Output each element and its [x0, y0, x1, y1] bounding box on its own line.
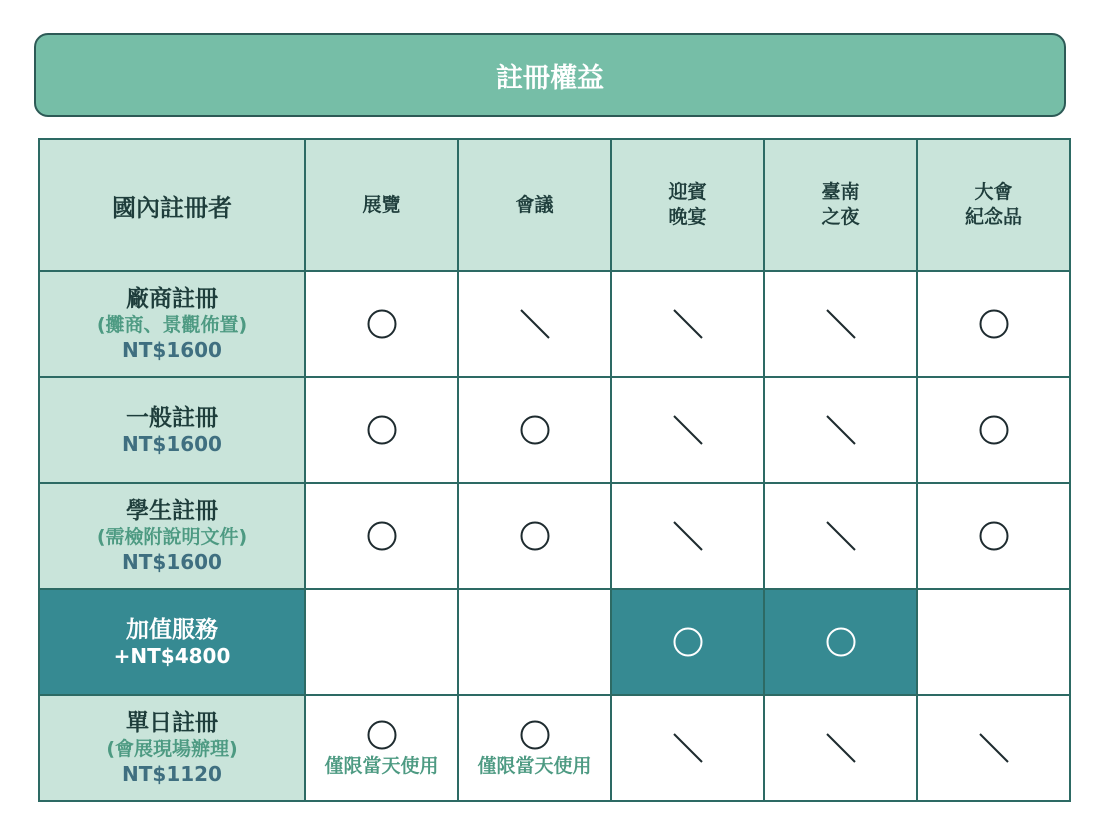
table-cell — [458, 483, 611, 589]
header-col-label: 大會 — [974, 181, 1013, 203]
table-cell — [764, 589, 917, 695]
table-row — [39, 589, 1070, 695]
circle-mark-icon — [977, 413, 1011, 447]
circle-mark-icon — [365, 718, 399, 752]
header-col-label-line2: 紀念品 — [964, 206, 1022, 228]
table-cell — [611, 695, 764, 801]
cross-mark-icon — [671, 731, 705, 765]
header-col-label-line2: 晚宴 — [668, 206, 707, 228]
row-header-cell — [39, 271, 305, 377]
table-cell — [611, 589, 764, 695]
table-cell — [917, 695, 1070, 801]
row-price: NT$1600 — [122, 550, 222, 574]
circle-mark-icon — [365, 413, 399, 447]
table-cell — [611, 271, 764, 377]
row-price: NT$1600 — [122, 431, 222, 456]
header-col-label: 迎賓 — [668, 181, 707, 203]
row-note: (需檢附說明文件) — [96, 526, 248, 548]
header-corner-label: 國內註冊者 — [112, 193, 232, 222]
row-note: (會展現場辦理) — [106, 738, 238, 760]
circle-mark-icon — [671, 625, 705, 659]
cross-mark-icon — [671, 413, 705, 447]
row-header-cell — [39, 483, 305, 589]
table-cell — [764, 695, 917, 801]
table-row — [39, 695, 1070, 801]
table-row — [39, 377, 1070, 483]
circle-mark-icon — [824, 625, 858, 659]
row-title: 廠商註冊 — [126, 286, 218, 312]
header-row — [39, 139, 1070, 271]
row-header-cell — [39, 589, 305, 695]
table-cell — [611, 483, 764, 589]
row-title: 加值服務 — [126, 616, 218, 643]
cross-mark-icon — [824, 413, 858, 447]
table-cell — [305, 589, 458, 695]
row-header-cell — [39, 377, 305, 483]
header-col-label: 會議 — [515, 193, 554, 216]
table-cell — [458, 695, 611, 801]
cross-mark-icon — [671, 519, 705, 553]
page-title: 註冊權益 — [496, 62, 604, 94]
header-col-exhibition — [305, 139, 458, 271]
row-note: (攤商、景觀佈置) — [96, 314, 248, 336]
table-cell — [917, 271, 1070, 377]
table-cell — [764, 271, 917, 377]
row-price: NT$1120 — [122, 762, 222, 786]
table-cell — [917, 589, 1070, 695]
row-header-cell — [39, 695, 305, 801]
table-cell — [764, 483, 917, 589]
table-cell — [917, 377, 1070, 483]
circle-mark-icon — [977, 307, 1011, 341]
table-cell — [305, 483, 458, 589]
table-row — [39, 483, 1070, 589]
header-col-label: 展覽 — [362, 193, 401, 216]
header-col-welcome-dinner — [611, 139, 764, 271]
benefits-table — [38, 138, 1071, 802]
circle-mark-icon — [518, 718, 552, 752]
circle-mark-icon — [365, 519, 399, 553]
cross-mark-icon — [824, 519, 858, 553]
header-col-label: 臺南 — [821, 181, 860, 203]
table-row — [39, 271, 1070, 377]
title-banner — [34, 33, 1066, 117]
cross-mark-icon — [824, 307, 858, 341]
row-title: 一般註冊 — [126, 404, 218, 431]
header-col-label-line2: 之夜 — [821, 206, 860, 228]
row-title: 單日註冊 — [126, 710, 218, 736]
cell-note: 僅限當天使用 — [477, 755, 592, 777]
table-cell — [764, 377, 917, 483]
header-corner-cell — [39, 139, 305, 271]
cell-note: 僅限當天使用 — [324, 755, 439, 777]
table-cell — [305, 377, 458, 483]
table-cell — [458, 377, 611, 483]
header-col-conference — [458, 139, 611, 271]
table-cell — [458, 271, 611, 377]
circle-mark-icon — [977, 519, 1011, 553]
header-col-tainan-night — [764, 139, 917, 271]
cross-mark-icon — [977, 731, 1011, 765]
table-cell — [458, 589, 611, 695]
header-col-souvenir — [917, 139, 1070, 271]
circle-mark-icon — [365, 307, 399, 341]
row-price: +NT$4800 — [113, 643, 231, 668]
circle-mark-icon — [518, 519, 552, 553]
row-title: 學生註冊 — [126, 498, 218, 524]
cross-mark-icon — [671, 307, 705, 341]
table-cell — [305, 695, 458, 801]
circle-mark-icon — [518, 413, 552, 447]
row-price: NT$1600 — [122, 338, 222, 362]
table-cell — [917, 483, 1070, 589]
cross-mark-icon — [518, 307, 552, 341]
cross-mark-icon — [824, 731, 858, 765]
table-cell — [611, 377, 764, 483]
table-cell — [305, 271, 458, 377]
